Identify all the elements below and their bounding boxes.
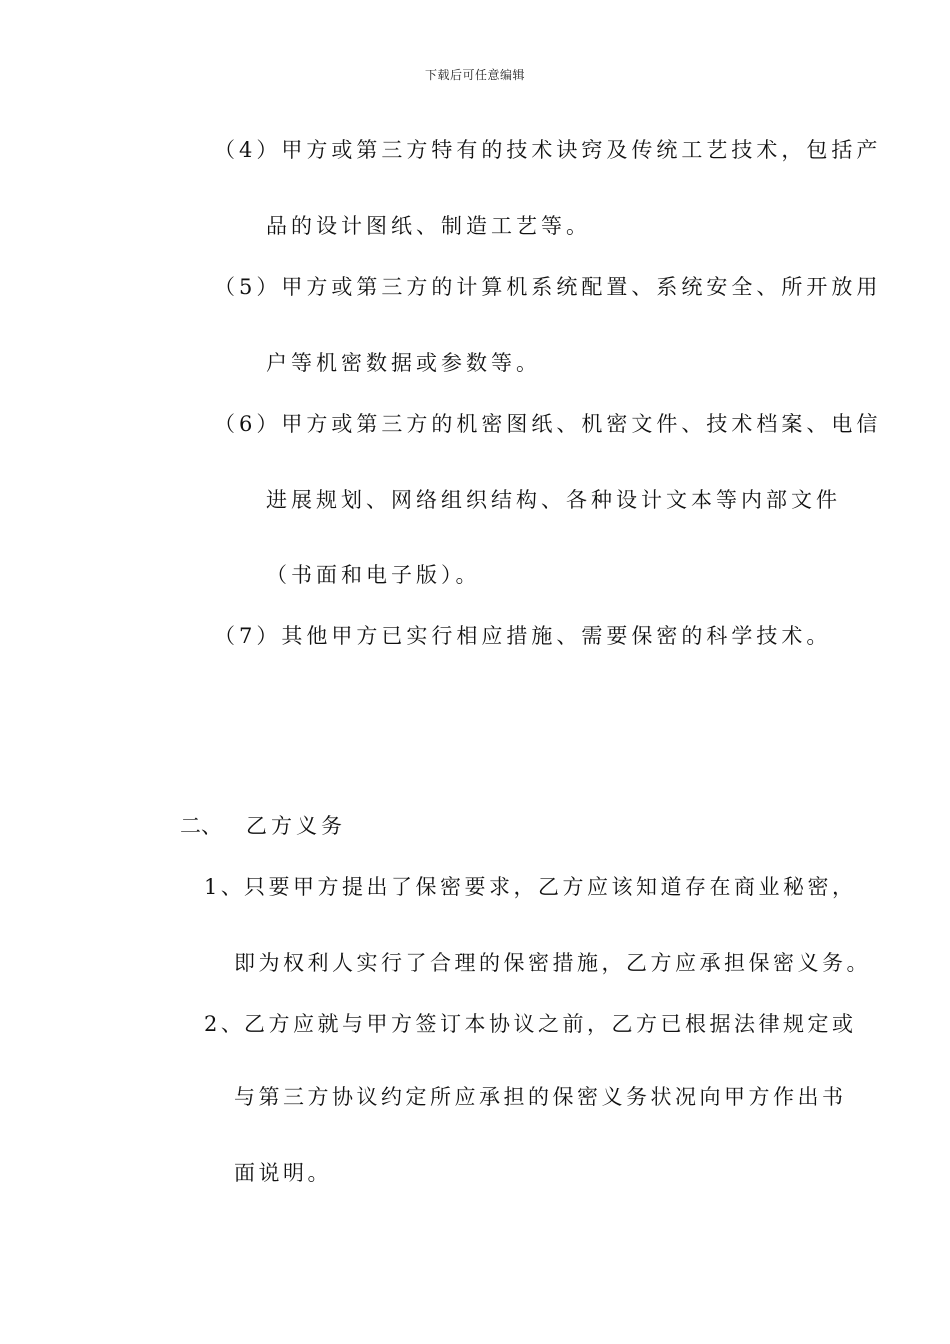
clause-item — [204, 1010, 857, 1038]
page-header: 下载后可任意编辑 — [424, 68, 525, 82]
item-text: 甲方或第三方的机密图纸、机密文件、技术档案、电信 — [281, 412, 882, 436]
item-text: 甲方或第三方的计算机系统配置、系统安全、所开放用 — [281, 275, 882, 299]
list-item — [214, 410, 881, 438]
item-text-continued: 进展规划、网络组织结构、各种设计文本等内部文件 — [266, 488, 841, 512]
item-text: 甲方或第三方特有的技术诀窍及传统工艺技术，包括产 — [281, 138, 882, 162]
clause-marker: 1、 — [204, 875, 246, 899]
item-marker: （5） — [214, 275, 282, 299]
item-marker: （7） — [214, 624, 282, 648]
clause-text-continued: 即为权利人实行了合理的保密措施，乙方应承担保密义务。 — [234, 951, 871, 975]
section-number: 二、 — [180, 814, 222, 838]
section-title: 乙方义务 — [246, 814, 346, 838]
clause-item — [204, 873, 857, 901]
list-item — [214, 273, 881, 301]
clause-text: 只要甲方提出了保密要求，乙方应该知道存在商业秘密， — [244, 875, 857, 899]
clause-marker: 2、 — [204, 1012, 246, 1036]
clause-text: 乙方应就与甲方签订本协议之前，乙方已根据法律规定或 — [244, 1012, 857, 1036]
item-text-continued: （书面和电子版）。 — [266, 563, 481, 587]
item-text-continued: 品的设计图纸、制造工艺等。 — [266, 214, 591, 238]
item-text-continued: 户等机密数据或参数等。 — [266, 351, 541, 375]
clause-text-continued: 面说明。 — [234, 1161, 332, 1185]
item-marker: （6） — [214, 412, 282, 436]
item-text: 其他甲方已实行相应措施、需要保密的科学技术。 — [281, 624, 832, 648]
clause-text-continued: 与第三方协议约定所应承担的保密义务状况向甲方作出书 — [234, 1085, 847, 1109]
list-item — [214, 622, 831, 650]
list-item — [214, 136, 881, 164]
item-marker: （4） — [214, 138, 282, 162]
